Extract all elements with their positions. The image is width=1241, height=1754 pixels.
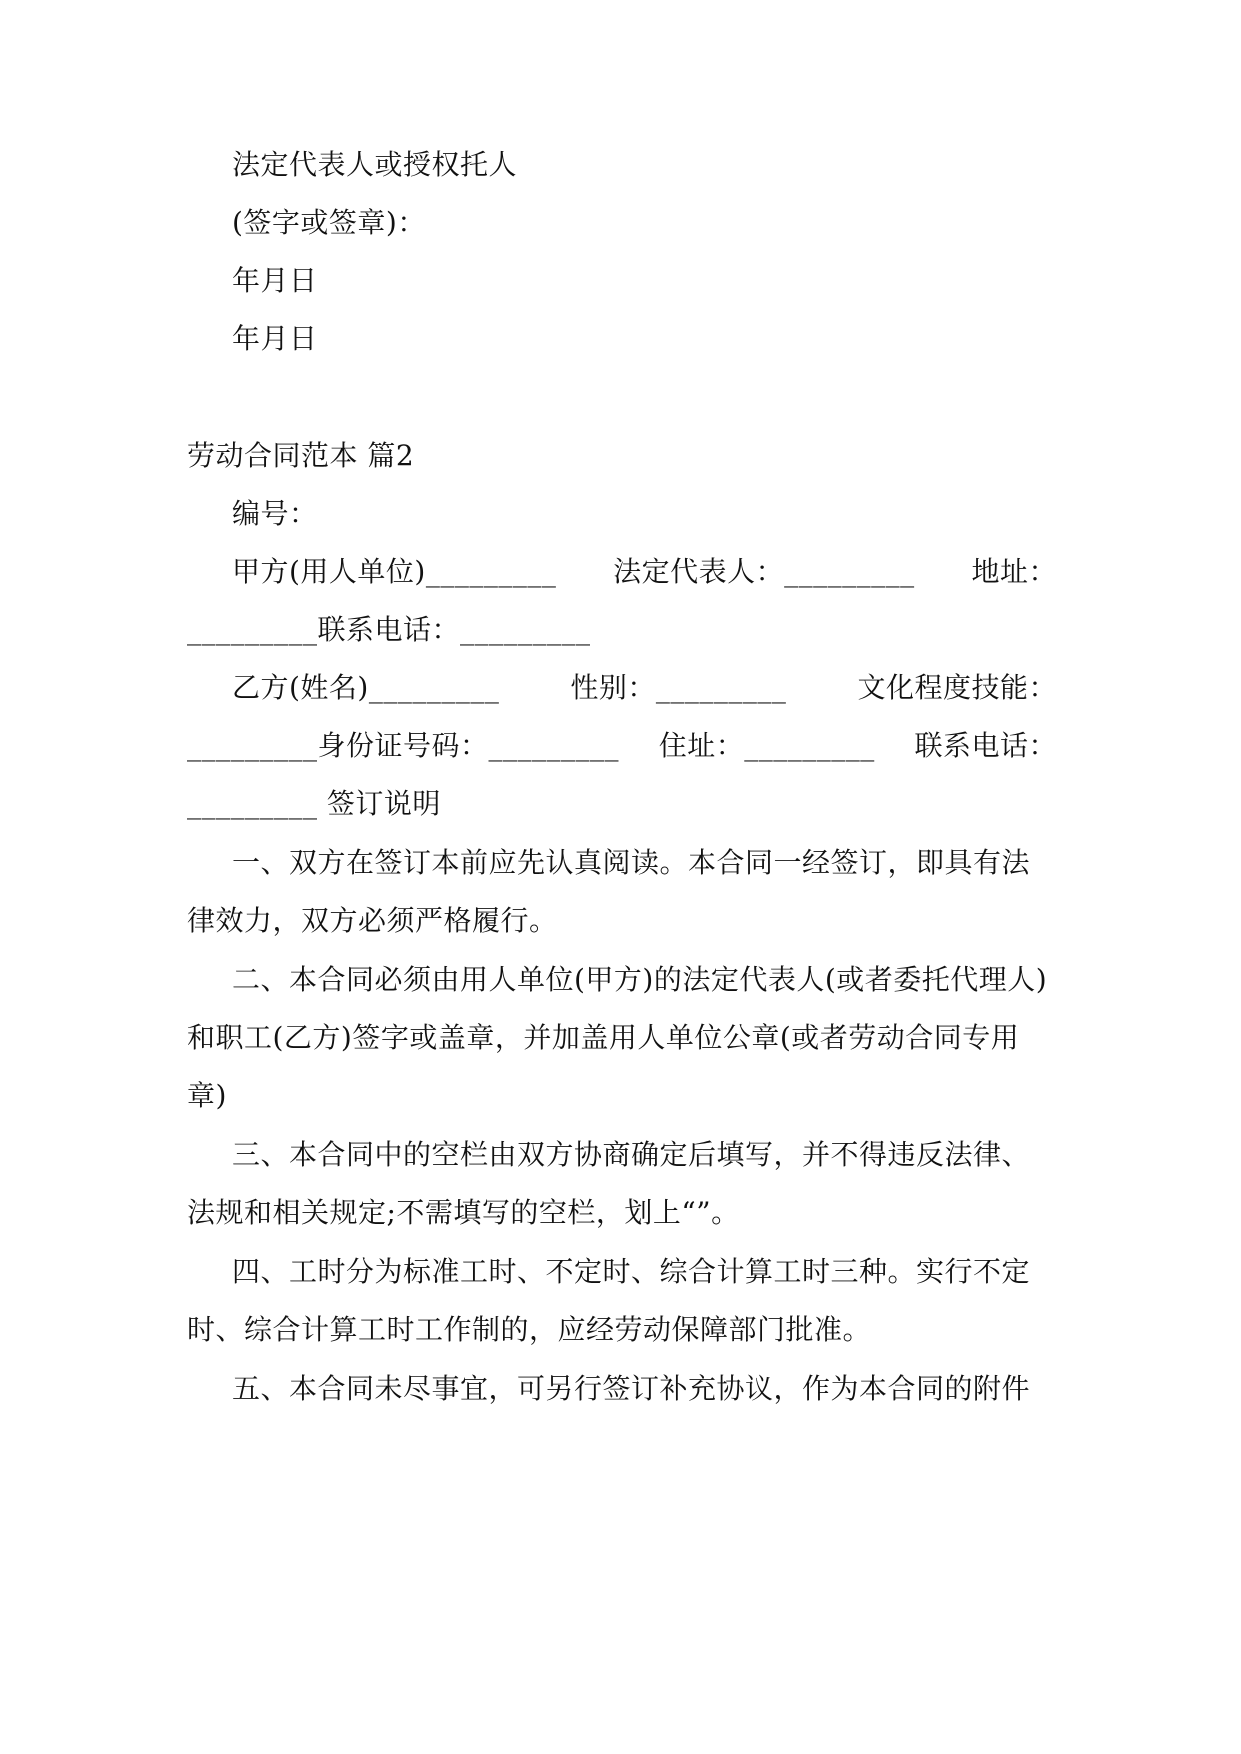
legal-representative-label: 法定代表人或授权托人 bbox=[232, 148, 518, 181]
party-b-address-field: 住址：_________ bbox=[658, 729, 875, 762]
instruction-1-line-1: 一、双方在签订本前应先认真阅读。本合同一经签订，即具有法 bbox=[232, 846, 1031, 879]
instruction-4-line-2: 时、综合计算工时工作制的，应经劳动保障部门批准。 bbox=[187, 1313, 872, 1346]
instruction-3-line-1: 三、本合同中的空栏由双方协商确定后填写，并不得违反法律、 bbox=[232, 1138, 1031, 1171]
party-b-gender-field: 性别：_________ bbox=[570, 671, 787, 704]
party-a-employer-field: 甲方(用人单位)_________ bbox=[232, 555, 557, 588]
party-a-line-2: _________联系电话：_________ bbox=[187, 613, 591, 646]
instruction-1-line-2: 律效力，双方必须严格履行。 bbox=[187, 904, 558, 937]
party-b-education-label: 文化程度技能： bbox=[857, 671, 1057, 704]
party-b-line-1 bbox=[232, 668, 1057, 708]
instruction-5-line-1: 五、本合同未尽事宜，可另行签订补充协议，作为本合同的附件 bbox=[232, 1372, 1031, 1405]
party-a-line-1 bbox=[232, 552, 1057, 592]
party-b-line-3: _________ 签订说明 bbox=[187, 787, 441, 820]
date-line-1: 年月日 bbox=[232, 264, 318, 297]
party-b-phone-label: 联系电话： bbox=[914, 729, 1057, 762]
party-b-line-2 bbox=[187, 726, 1057, 766]
section-title: 劳动合同范本 篇2 bbox=[187, 439, 415, 472]
instruction-2-line-2: 和职工(乙方)签字或盖章，并加盖用人单位公章(或者劳动合同专用 bbox=[187, 1021, 1020, 1054]
party-a-representative-field: 法定代表人：_________ bbox=[613, 555, 915, 588]
instruction-2-line-1: 二、本合同必须由用人单位(甲方)的法定代表人(或者委托代理人) bbox=[232, 963, 1048, 996]
instruction-3-line-2: 法规和相关规定;不需填写的空栏，划上“”。 bbox=[187, 1196, 740, 1229]
contract-number-label: 编号： bbox=[232, 497, 318, 530]
date-line-2: 年月日 bbox=[232, 322, 318, 355]
instruction-4-line-1: 四、工时分为标准工时、不定时、综合计算工时三种。实行不定 bbox=[232, 1255, 1031, 1288]
party-a-address-label: 地址： bbox=[971, 555, 1057, 588]
party-b-name-field: 乙方(姓名)_________ bbox=[232, 671, 500, 704]
signature-label: (签字或签章)： bbox=[232, 206, 426, 239]
instruction-2-line-3: 章) bbox=[187, 1079, 227, 1112]
party-b-id-field: _________身份证号码：_________ bbox=[187, 729, 620, 762]
